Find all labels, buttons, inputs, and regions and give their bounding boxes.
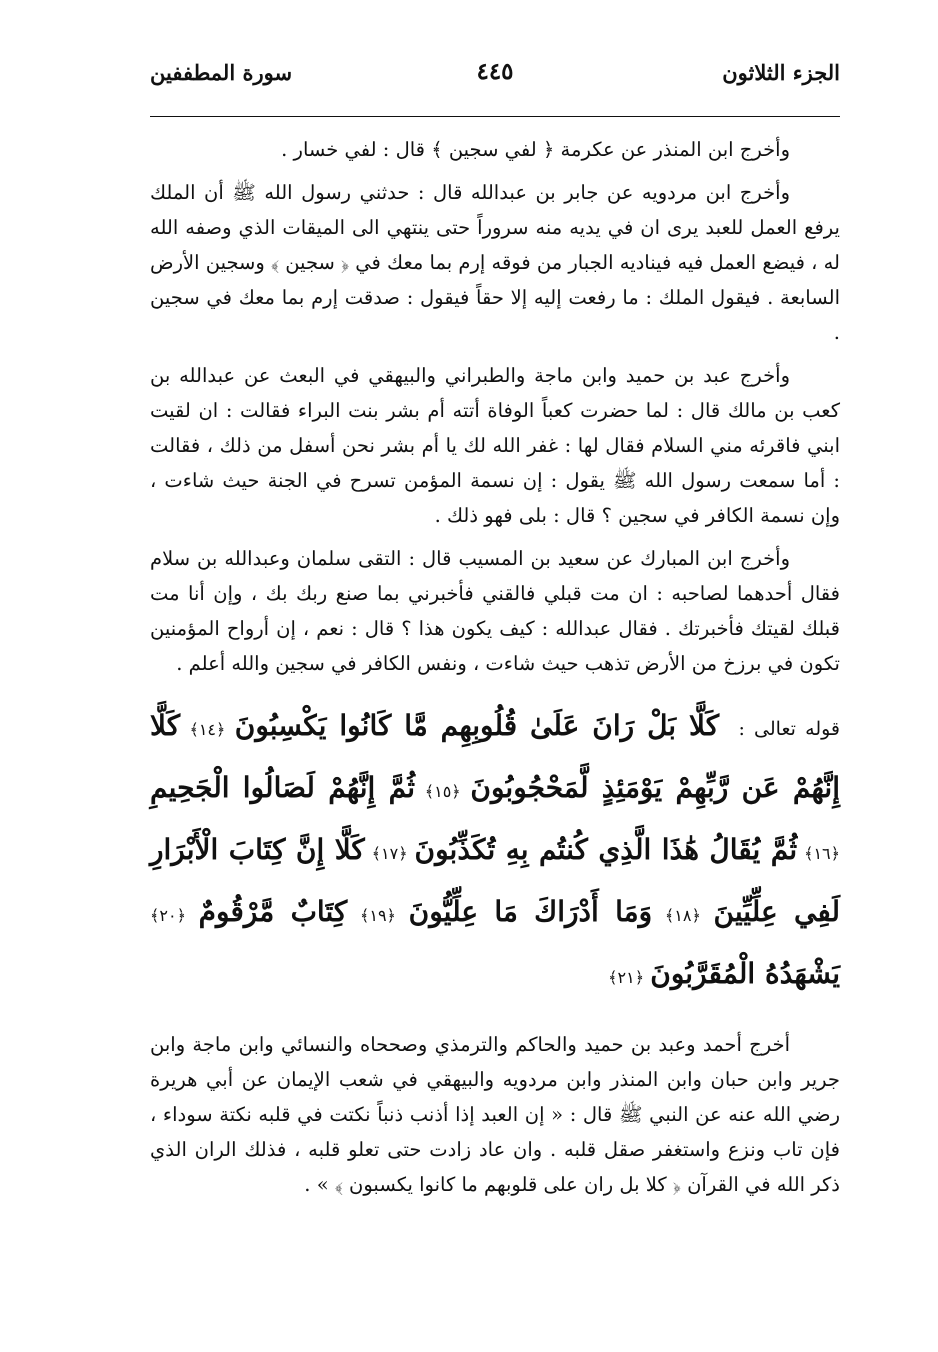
ayah-17: ثُمَّ يُقَالُ هَٰذَا الَّذِي كُنتُم بِهِ تُكَذِّبُونَ xyxy=(414,833,798,866)
book-page xyxy=(150,40,840,1320)
ayah-number-18: ﴿١٨﴾ xyxy=(664,906,701,925)
page-number: ٤٤٥ xyxy=(476,58,514,85)
paragraph-1: وأخرج ابن المنذر عن عكرمة ﴿ لفي سجين ﴾ قال : لفي خسار . xyxy=(281,138,790,161)
ayah-14: كَلَّا بَلْ رَانَ عَلَىٰ قُلُوبِهِم مَّا كَانُوا يَكْسِبُونَ xyxy=(234,709,720,742)
surah-title: سورة المطففين xyxy=(150,60,293,85)
ayah-21: يَشْهَدُهُ الْمُقَرَّبُونَ xyxy=(650,957,840,990)
ayah-number-16: ﴿١٦﴾ xyxy=(804,844,841,863)
paragraph-2: وأخرج ابن مردويه عن جابر بن عبدالله قال : حدثني رسول الله ﷺ أن الملك يرفع العمل للعبد يرى ان في يديه منه سروراً حتى ينتهي الى الميقات الذي وصفه الله له ، فيضع العمل فيه فيناديه الجبار من فوقه إرم بما معك في ﴿ سجين ﴾ وسجين الأرض السابعة . فيقول الملك : ما رفعت إليه إلا حقاً فيقول : صدقت إرم بما معك في سجين . xyxy=(150,181,840,344)
quran-verse-block xyxy=(150,697,840,1007)
ayah-number-19: ﴿١٩﴾ xyxy=(359,906,396,925)
ayah-number-17: ﴿١٧﴾ xyxy=(371,844,408,863)
ayah-16: ثُمَّ إِنَّهُمْ لَصَالُوا الْجَحِيمِ xyxy=(150,771,415,804)
ayah-19: وَمَا أَدْرَاكَ مَا عِلِّيُّونَ xyxy=(408,895,653,928)
paragraph-4: وأخرج ابن المبارك عن سعيد بن المسيب قال : التقى سلمان وعبدالله بن سلام فقال أحدهما لصاحبه : ان مت قبلي فالقني فأخبرني بما صنع ربك بك ، وإن أنا مت قبلك لقيتك فأخبرتك . فقال عبدالله : كيف يكون هذا ؟ قال : نعم ، إن أرواح المؤمنين تكون في برزخ من الأرض تذهب حيث شاءت ، ونفس الكافر في سجين والله أعلم . xyxy=(150,547,840,675)
paragraph-5: أخرج أحمد وعبد بن حميد والحاكم والترمذي وصححاه والنسائي وابن ماجة وابن جرير وابن حبان وابن المنذر وابن مردويه والبيهقي في شعب الإيمان عن أبي هريرة رضي الله عنه عن النبي ﷺ قال : « إن العبد إذا أذنب ذنباً نكتت في قلبه نكتة سوداء ، فإن تاب ونزع واستغفر صقل قلبه . وان عاد زادت حتى تعلو قلبه ، فذلك الران الذي ذكر الله في القرآن ﴿ كلا بل ران على قلوبهم ما كانوا يكسبون ﴾ » . xyxy=(150,1033,840,1196)
page-header xyxy=(150,40,840,85)
ayah-18: كَلَّا إِنَّ كِتَابَ الْأَبْرَارِ لَفِي عِلِّيِّينَ xyxy=(150,833,841,928)
ayah-number-21: ﴿٢١﴾ xyxy=(608,968,645,987)
ayah-20: كِتَابٌ مَّرْقُومٌ xyxy=(198,895,348,928)
ayah-number-20: ﴿٢٠﴾ xyxy=(150,906,186,925)
header-divider xyxy=(150,116,840,117)
ayah-number-14: ﴿١٤﴾ xyxy=(189,720,226,739)
ayah-15: كَلَّا إِنَّهُمْ عَن رَّبِّهِمْ يَوْمَئِذٍ لَّمَحْجُوبُونَ xyxy=(150,709,840,804)
paragraph-3: وأخرج عبد بن حميد وابن ماجة والطبراني والبيهقي في البعث عن عبدالله بن كعب بن مالك قال : لما حضرت كعباً الوفاة أتته أم بشر بنت البراء فقالت : ان لقيت ابني فاقرئه مني السلام فقال لها : غفر الله لك يا أم بشر نحن أسفل من ذلك ، فقالت : أما سمعت رسول الله ﷺ يقول : إن نسمة المؤمن تسرح في الجنة حيث شاءت ، وإن نسمة الكافر في سجين ؟ قال : بلى فهو ذلك . xyxy=(150,364,840,527)
page-body xyxy=(150,132,840,1210)
juz-title: الجزء الثلاثون xyxy=(722,60,840,85)
ayah-number-15: ﴿١٥﴾ xyxy=(424,782,461,801)
verse-intro: قوله تعالى : xyxy=(738,718,841,740)
